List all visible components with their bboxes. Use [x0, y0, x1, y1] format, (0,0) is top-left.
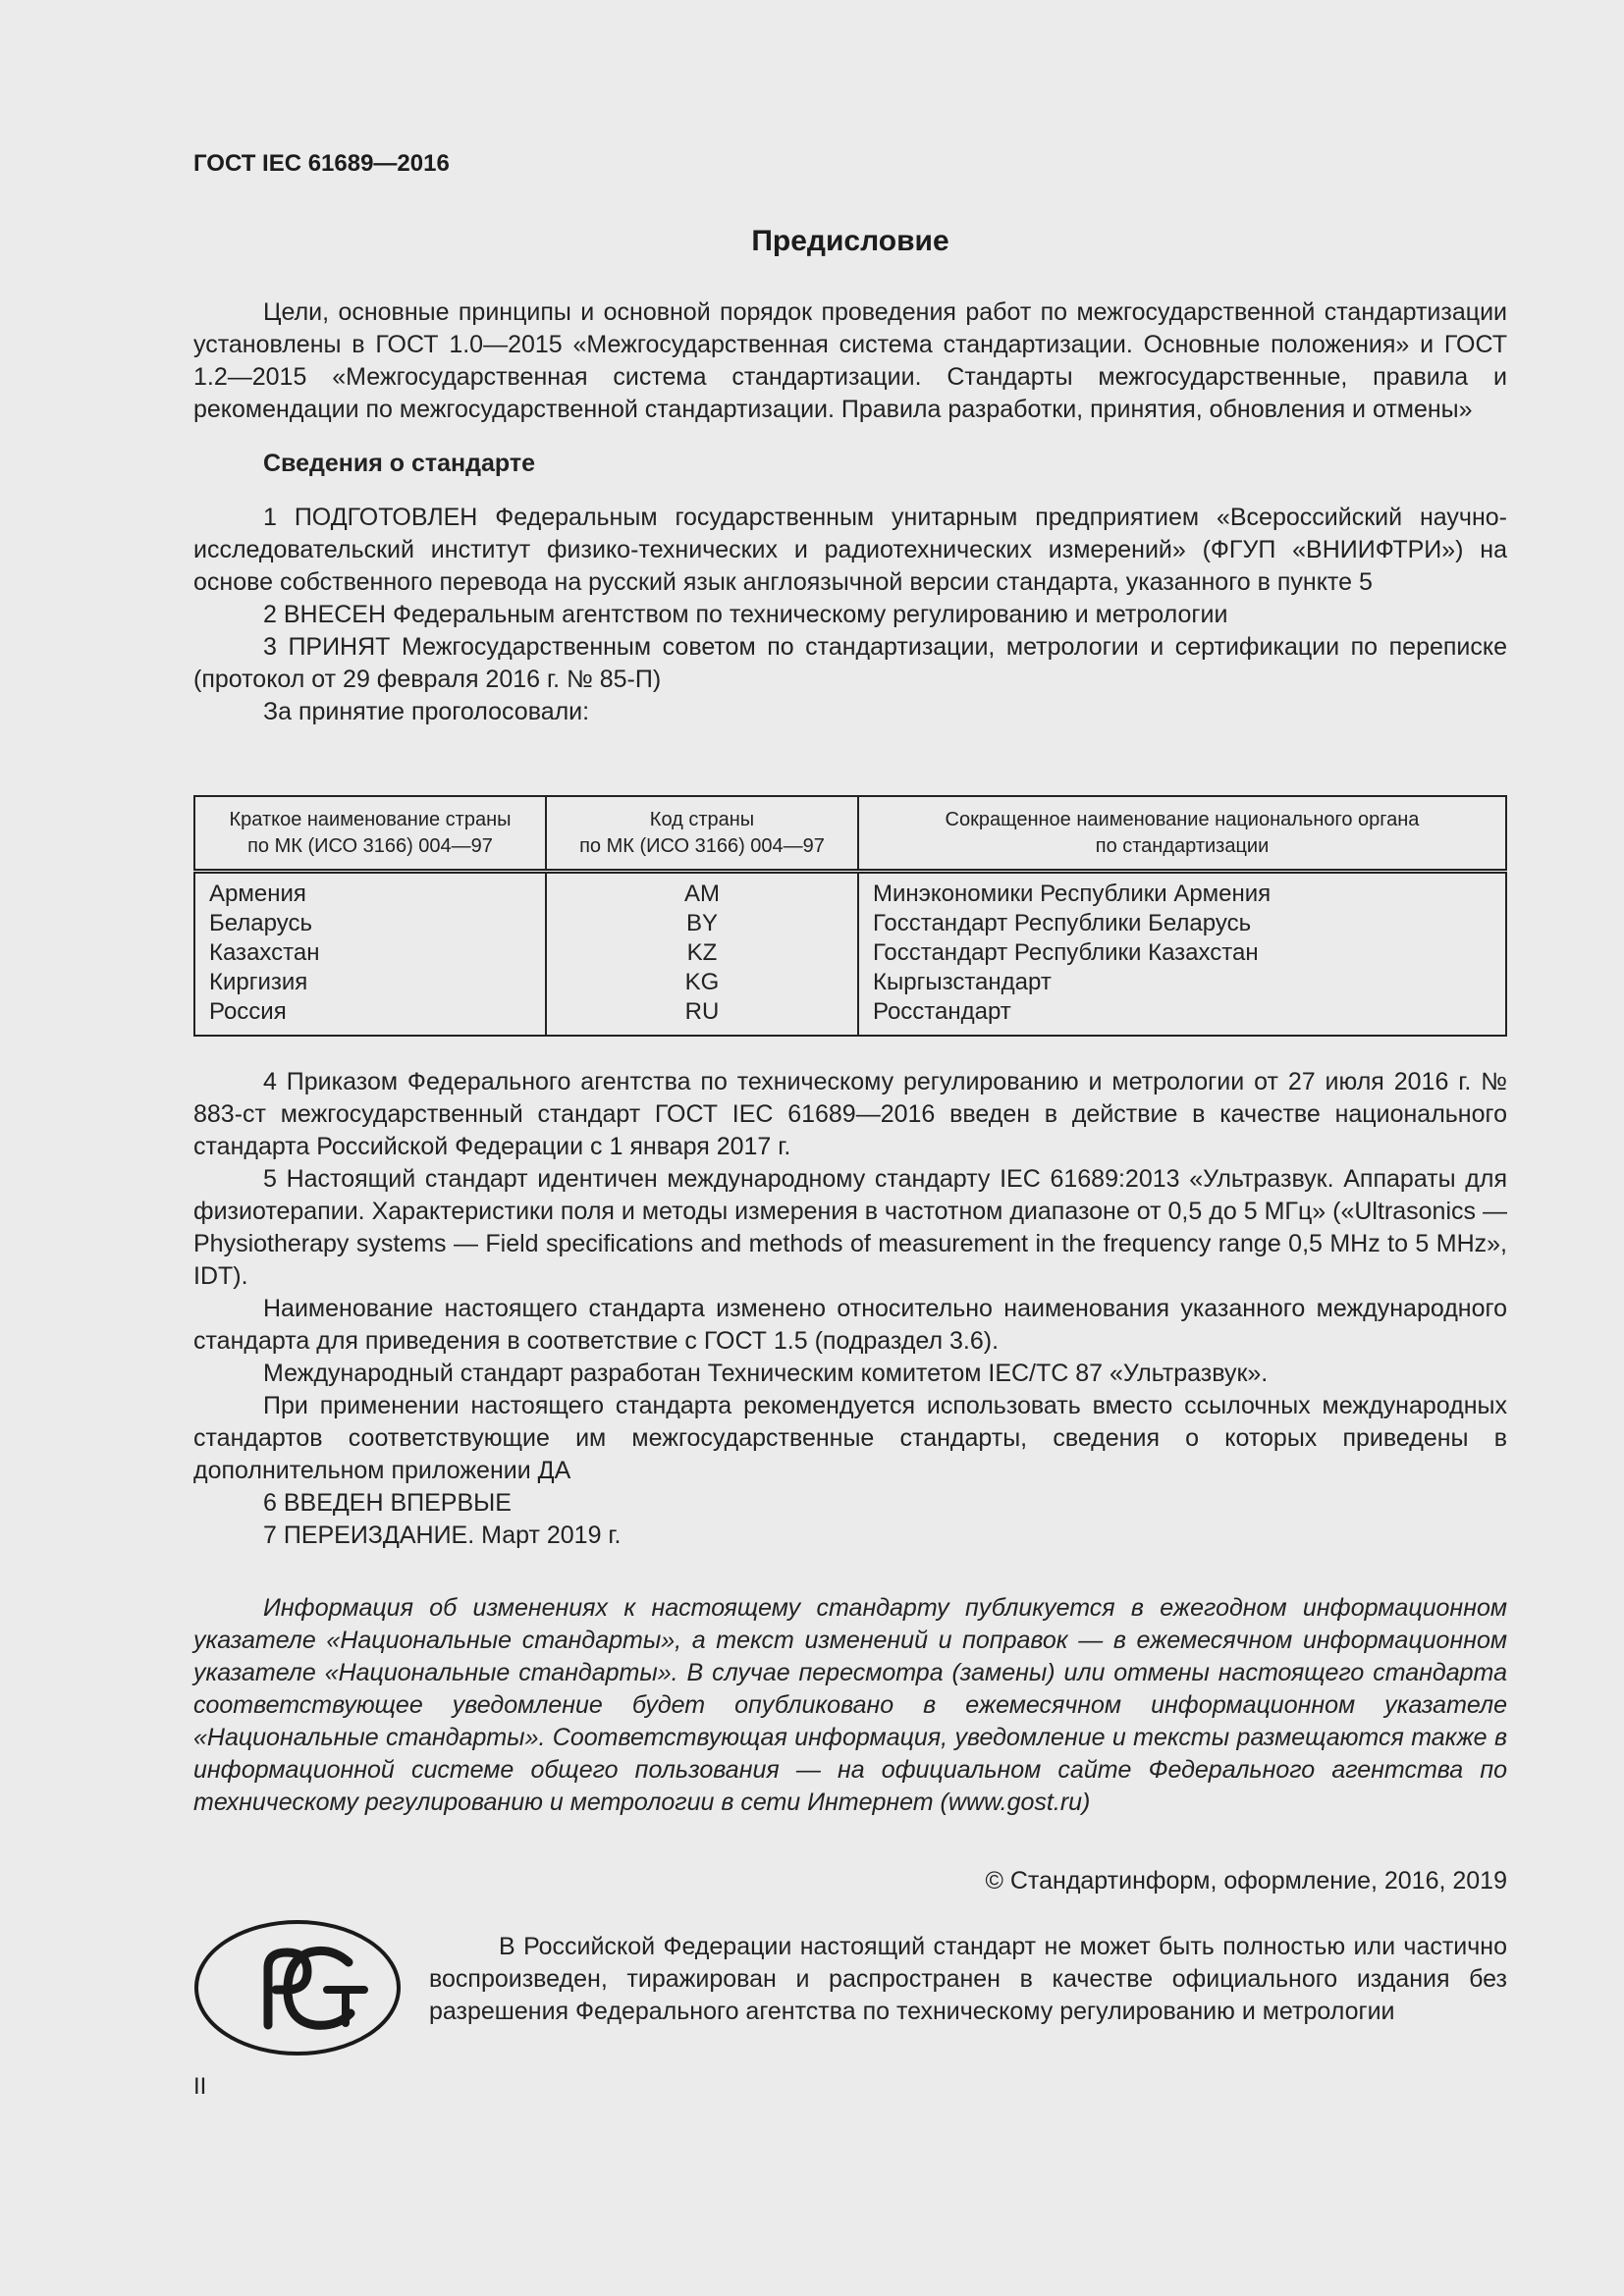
item-7-reissue: 7 ПЕРЕИЗДАНИЕ. Март 2019 г. [263, 1522, 622, 1549]
vote-table-body [194, 872, 1506, 1037]
code-cell: KG [684, 969, 720, 995]
country-column [194, 872, 546, 1037]
column-header-body: Сокращенное наименование национального органа по стандартизации [858, 796, 1506, 872]
body-cell: Госстандарт Республики Казахстан [873, 939, 1259, 966]
body-cell: Кыргызстандарт [873, 969, 1052, 995]
body-cell: Госстандарт Республики Беларусь [873, 910, 1252, 936]
info-heading: Сведения о стандарте [263, 450, 536, 477]
notice-section [193, 1592, 1507, 1819]
item-2-submitted: 2 ВНЕСЕН Федеральным агентством по техническому регулированию и метрологии [263, 601, 1228, 628]
copyright-line: © Стандартинформ, оформление, 2016, 2019 [985, 1867, 1507, 1895]
vote-table [193, 795, 1507, 1037]
column-header-country: Краткое наименование страны по МК (ИСО 3166) 004—97 [194, 796, 546, 872]
body-cell: Росстандарт [873, 998, 1011, 1025]
item-1-prepared: 1 ПОДГОТОВЛЕН Федеральным государственным унитарным предприятием «Всероссийский научно-исследовательский институт физико-технических и радиотехнических измерений» (ФГУП «ВНИИФТРИ») на основе собственного перевода на русский язык англоязычной версии стандарта, указанного в пункте 5 [193, 504, 1507, 596]
code-cell: RU [684, 998, 720, 1025]
voted-intro: За принятие проголосовали: [263, 698, 590, 725]
item-4-order: 4 Приказом Федерального агентства по техническому регулированию и метрологии от 27 июля 2016 г. № 883-ст межгосударственный стандарт ГОСТ IEC 61689—2016 введен в действие в качестве национального стандарта Российской Федерации с 1 января 2017 г. [193, 1068, 1507, 1160]
item-5-name-note: Наименование настоящего стандарта изменено относительно наименования указанного международного стандарта для приведения в соответствие с ГОСТ 1.5 (подраздел 3.6). [193, 1295, 1507, 1355]
item-5-reference-note: При применении настоящего стандарта рекомендуется использовать вместо ссылочных международных стандартов соответствующие им межгосударственные стандарты, сведения о которых приведены в дополнительном приложении ДА [193, 1392, 1507, 1484]
country-cell: Россия [209, 998, 287, 1025]
item-3-adopted: 3 ПРИНЯТ Межгосударственным советом по стандартизации, метрологии и сертификации по переписке (протокол от 29 февраля 2016 г. № 85-П) [193, 633, 1507, 693]
rst-certification-mark-icon [193, 1919, 402, 2056]
item-6-first-issue: 6 ВВЕДЕН ВПЕРВЫЕ [263, 1489, 512, 1517]
country-cell: Беларусь [209, 910, 312, 936]
item-5-committee-note: Международный стандарт разработан Техническим комитетом IEC/TC 87 «Ультразвук». [263, 1360, 1269, 1387]
intro-paragraph: Цели, основные принципы и основной порядок проведения работ по межгосударственной стандартизации установлены в ГОСТ 1.0—2015 «Межгосударственная система стандартизации. Основные положения» и ГОСТ 1.2—2015 «Межгосударственная система стандартизации. Стандарты межгосударственные, правила и рекомендации по межгосударственной стандартизации. Правила разработки, принятия, обновления и отмены» [193, 298, 1507, 423]
country-cell: Киргизия [209, 969, 308, 995]
code-cell: BY [685, 910, 718, 936]
code-cell: AM [684, 881, 720, 907]
body-cell: Минэкономики Республики Армения [873, 881, 1272, 907]
vote-table-header-row [194, 796, 1506, 872]
item-5-identical: 5 Настоящий стандарт идентичен международному стандарту IEC 61689:2013 «Ультразвук. Аппараты для физиотерапии. Характеристики поля и методы измерения в частотном диапазоне от 0,5 до 5 МГц» («Ultrasonics — Physiotherapy systems — Field specifications and methods of measurement in the frequency range 0,5 MHz to 5 MHz», IDT). [193, 1165, 1507, 1290]
document-id-header: ГОСТ IEC 61689—2016 [193, 150, 450, 177]
body-column [858, 872, 1506, 1037]
page-number: II [193, 2073, 207, 2100]
code-cell: KZ [686, 939, 718, 966]
country-cell: Армения [209, 881, 306, 907]
code-column [546, 872, 858, 1037]
column-header-code: Код страны по МК (ИСО 3166) 004—97 [546, 796, 858, 872]
country-cell: Казахстан [209, 939, 320, 966]
items-section [193, 1066, 1507, 1552]
changes-notice: Информация об изменениях к настоящему стандарту публикуется в ежегодном информационном указателе «Национальные стандарты», а текст изменений и поправок — в ежемесячном информационном указателе «Национальные стандарты». В случае пересмотра (замены) или отмены настоящего стандарта соответствующее уведомление будет опубликовано в ежемесячном информационном указателе «Национальные стандарты». Соответствующая информация, уведомление и тексты размещаются также в информационной системе общего пользования — на официальном сайте Федерального агентства по техническому регулированию и метрологии в сети Интернет (www.gost.ru) [193, 1594, 1507, 1816]
page-title: Предисловие [751, 225, 949, 257]
intro-section [193, 296, 1507, 728]
rights-notice: В Российской Федерации настоящий стандарт не может быть полностью или частично воспроизведен, тиражирован и распространен в качестве официального издания без разрешения Федерального агентства по техническому регулированию и метрологии [429, 1933, 1507, 2025]
